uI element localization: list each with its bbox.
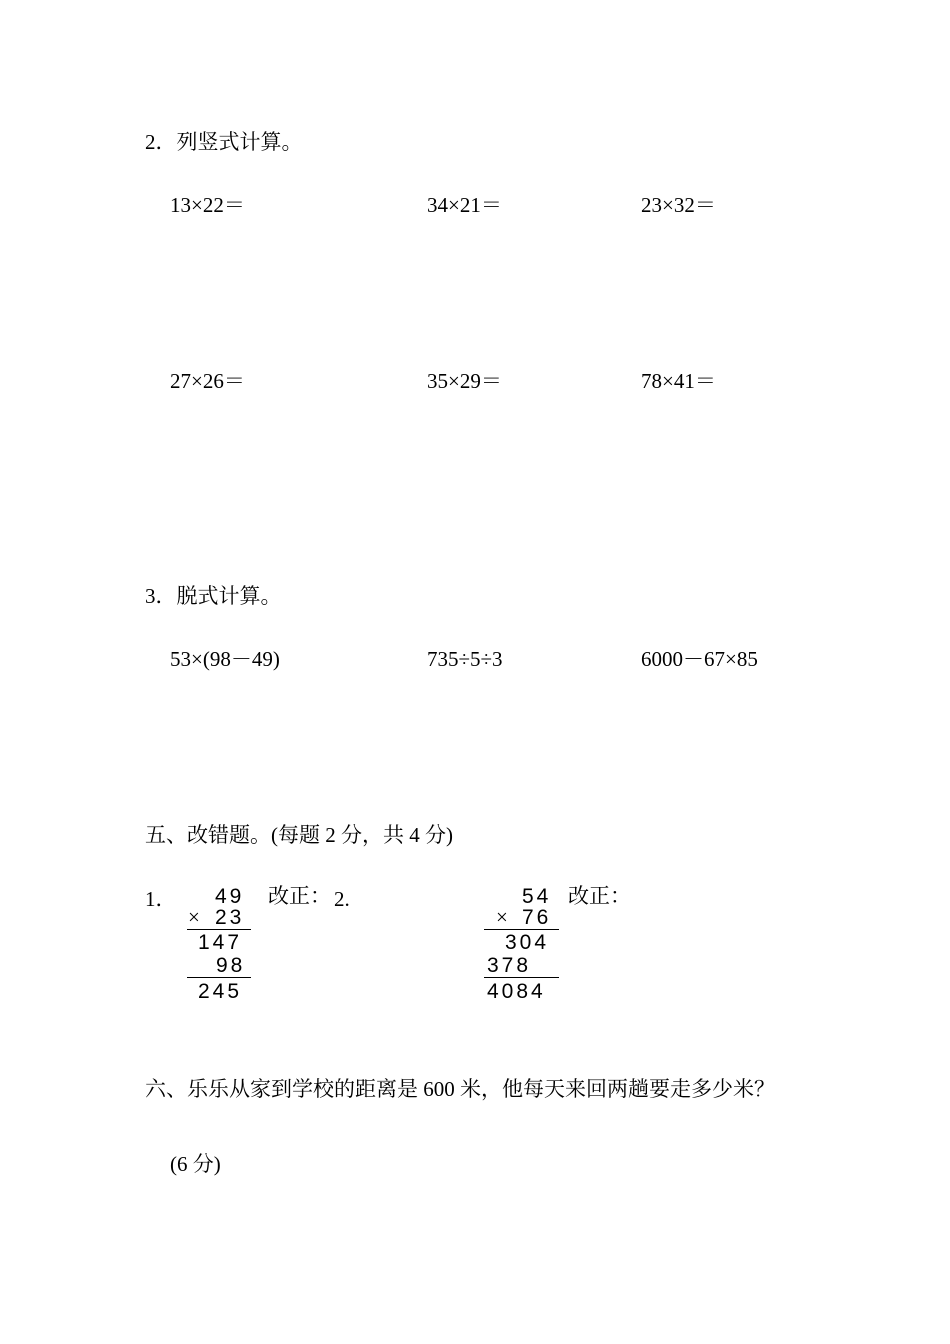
problem-1-index: 1．	[145, 887, 177, 911]
p1-multiplier: 23	[215, 906, 245, 929]
p1-result: 245	[198, 980, 243, 1003]
stepwise-calc-item: 53×(98－49)	[170, 647, 280, 671]
p1-partial-1: 147	[198, 931, 243, 954]
p2-rule-2	[484, 977, 559, 978]
vertical-calc-item: 35×29＝	[427, 369, 502, 393]
section-6-title: 六、乐乐从家到学校的距离是 600 米，他每天来回两趟要走多少米？	[145, 1077, 775, 1101]
p1-times-sign: ×	[188, 905, 200, 929]
p1-partial-2: 98	[216, 954, 246, 977]
section-6-score: (6 分)	[170, 1152, 221, 1176]
p1-multiplicand: 49	[215, 885, 245, 908]
stepwise-calc-item: 6000－67×85	[641, 647, 758, 671]
p2-partial-1: 304	[505, 931, 550, 954]
section-3-title: 3．脱式计算。	[145, 584, 282, 608]
section-2-title: 2．列竖式计算。	[145, 130, 303, 154]
p2-multiplicand: 54	[522, 885, 552, 908]
section-5-title: 五、改错题。(每题 2 分，共 4 分)	[145, 823, 453, 847]
stepwise-calc-item: 735÷5÷3	[427, 647, 503, 671]
p1-rule-2	[187, 977, 251, 978]
p2-multiplier: 76	[522, 906, 552, 929]
problem-2-index: 2.	[334, 887, 350, 911]
vertical-calc-item: 13×22＝	[170, 193, 245, 217]
p2-rule-1	[484, 929, 559, 930]
vertical-calc-item: 23×32＝	[641, 193, 716, 217]
p1-correct-label: 改正：	[268, 884, 331, 908]
vertical-calc-item: 34×21＝	[427, 193, 502, 217]
p2-partial-2: 378	[487, 954, 532, 977]
vertical-calc-item: 27×26＝	[170, 369, 245, 393]
p2-result: 4084	[487, 980, 546, 1003]
p2-times-sign: ×	[496, 905, 508, 929]
p2-correct-label: 改正：	[568, 884, 631, 908]
p1-rule-1	[187, 929, 251, 930]
vertical-calc-item: 78×41＝	[641, 369, 716, 393]
